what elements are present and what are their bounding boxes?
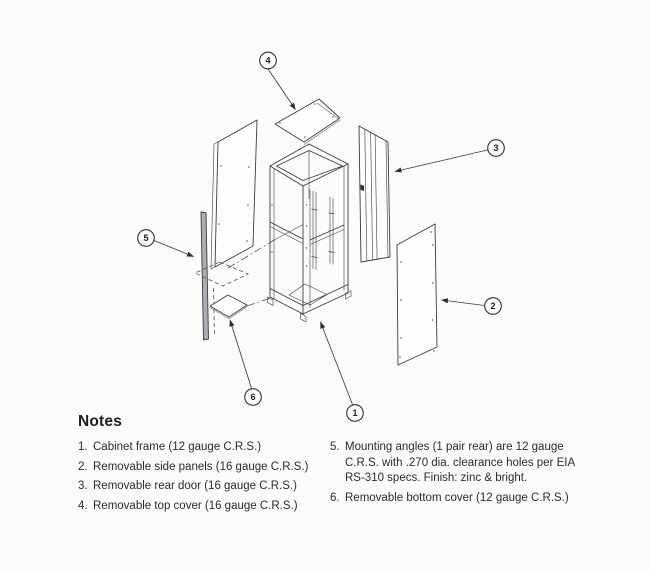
note-4-number: 4.	[78, 499, 88, 512]
note-6-number: 6.	[330, 491, 340, 504]
rear-door	[359, 126, 390, 262]
cabinet-frame	[268, 144, 352, 322]
notes-heading: Notes	[78, 413, 123, 430]
callout-4-number: 4	[265, 55, 271, 66]
leader-top-cover	[268, 69, 296, 110]
leader-rear-door	[395, 150, 488, 172]
callout-6	[245, 389, 262, 406]
callout-5-number: 5	[143, 233, 149, 244]
callout-2	[485, 298, 502, 315]
notes-column-right	[330, 440, 586, 518]
note-5-text: Mounting angles (1 pair rear) are 12 gauge C.R.S. with .270 dia. clearance holes per EIA RS-310 specs. Finish: zinc & bright.	[345, 441, 575, 484]
bottom-cover	[210, 295, 247, 319]
note-5-number: 5.	[330, 441, 340, 453]
side-panel-right	[397, 224, 437, 365]
note-item-3	[78, 479, 330, 495]
note-item-6	[330, 491, 586, 507]
leader-cabinet-frame	[321, 322, 353, 405]
note-2-text: Removable side panels (16 gauge C.R.S.)	[93, 460, 309, 473]
note-3-text: Removable rear door (16 gauge C.R.S.)	[93, 480, 297, 492]
note-1-text: Cabinet frame (12 gauge C.R.S.)	[93, 441, 262, 453]
leader-mounting-angle	[154, 241, 194, 257]
note-item-1	[78, 440, 330, 456]
callout-3	[488, 140, 505, 157]
callout-2-number: 2	[490, 301, 496, 312]
leader-side-panel	[442, 300, 485, 306]
note-item-2	[78, 460, 330, 476]
notes-column-left	[78, 440, 330, 518]
top-cover	[275, 99, 340, 145]
note-item-5	[330, 440, 586, 487]
note-3-number: 3.	[78, 480, 88, 492]
callout-4	[260, 52, 277, 69]
note-2-number: 2.	[78, 460, 88, 473]
callout-6-number: 6	[250, 392, 256, 403]
callout-1-number: 1	[352, 408, 358, 419]
leader-bottom-cover	[230, 320, 252, 389]
note-4-text: Removable top cover (16 gauge C.R.S.)	[93, 499, 298, 512]
note-item-4	[78, 499, 330, 515]
note-6-text: Removable bottom cover (12 gauge C.R.S.)	[345, 491, 569, 504]
callout-5	[138, 230, 155, 247]
side-panel-left	[211, 120, 257, 269]
mounting-angle	[201, 212, 209, 340]
callout-3-number: 3	[493, 143, 499, 154]
notes-section	[78, 413, 626, 518]
note-1-number: 1.	[78, 441, 88, 453]
